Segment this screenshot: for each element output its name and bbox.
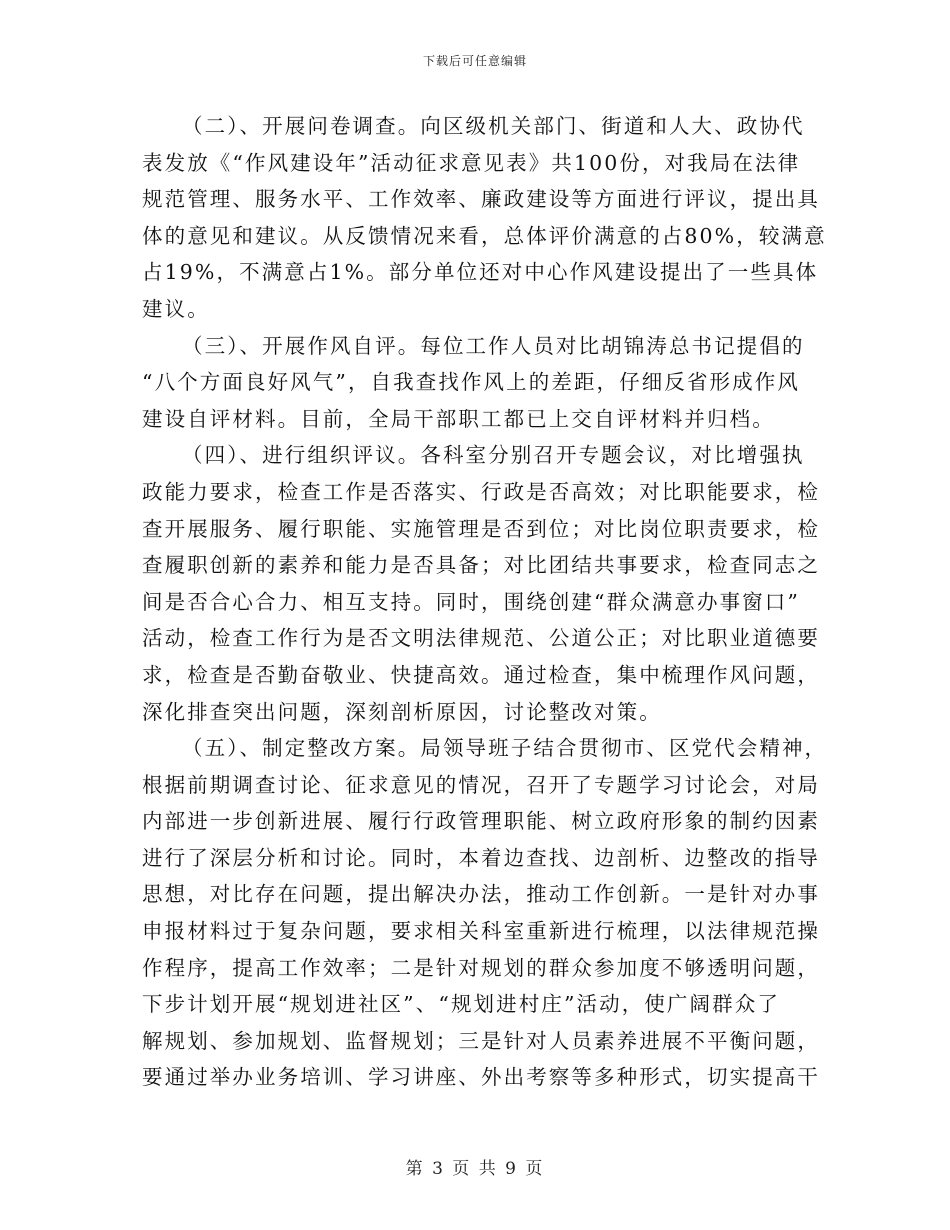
text-line: 建议。 — [142, 296, 210, 321]
text-line: 求，检查是否勤奋敬业、快捷高效。通过检查，集中梳理作风问题， — [142, 662, 820, 687]
text-line: 根据前期调查讨论、征求意见的情况，召开了专题学习讨论会，对局 — [142, 772, 820, 797]
text-line: 解规划、参加规划、监督规划；三是针对人员素养进展不平衡问题， — [142, 1028, 820, 1053]
text-line: 占19%，不满意占1%。部分单位还对中心作风建设提出了一些具体 — [142, 260, 819, 285]
paragraph-first-line: （五）、制定整改方案。局领导班子结合贯彻市、区党代会精神， — [182, 736, 828, 761]
page-footer: 第 3 页 共 9 页 — [405, 1159, 545, 1179]
text-line: “八个方面良好风气”，自我查找作风上的差距，仔细反省形成作风 — [142, 370, 800, 395]
page-header: 下载后可任意编辑 — [422, 54, 527, 68]
text-line: 下步计划开展“规划进社区”、“规划进村庄”活动，使广阔群众了 — [142, 992, 780, 1017]
text-line: 间是否合心合力、相互支持。同时，围绕创建“群众满意办事窗口” — [142, 589, 800, 614]
text-line: 内部进一步创新进展、履行行政管理职能、树立政府形象的制约因素 — [142, 809, 820, 834]
text-line: 深化排查突出问题，深刻剖析原因，讨论整改对策。 — [142, 699, 662, 724]
paragraph-first-line: （三）、开展作风自评。每位工作人员对比胡锦涛总书记提倡的 — [182, 333, 805, 358]
text-line: 作程序，提高工作效率；二是针对规划的群众参加度不够透明问题， — [142, 955, 820, 980]
text-line: 活动，检查工作行为是否文明法律规范、公道公正；对比职业道德要 — [142, 626, 820, 651]
paragraph-first-line: （四）、进行组织评议。各科室分别召开专题会议，对比增强执 — [182, 443, 805, 468]
text-line: 进行了深层分析和讨论。同时，本着边查找、边剖析、边整改的指导 — [142, 845, 820, 870]
text-line: 要通过举办业务培训、学习讲座、外出考察等多种形式，切实提高干 — [142, 1065, 820, 1090]
text-line: 规范管理、服务水平、工作效率、廉政建设等方面进行评议，提出具 — [142, 187, 820, 212]
text-line: 申报材料过于复杂问题，要求相关科室重新进行梳理，以法律规范操 — [142, 919, 820, 944]
text-line: 思想，对比存在问题，提出解决办法，推动工作创新。一是针对办事 — [142, 882, 820, 907]
paragraph-first-line: （二）、开展问卷调查。向区级机关部门、街道和人大、政协代 — [182, 114, 805, 138]
text-line: 查开展服务、履行职能、实施管理是否到位；对比岗位职责要求，检 — [142, 516, 820, 541]
text-line: 政能力要求，检查工作是否落实、行政是否高效；对比职能要求，检 — [142, 479, 820, 504]
text-line: 体的意见和建议。从反馈情况来看，总体评价满意的占80%，较满意 — [142, 223, 827, 248]
text-line: 表发放《“作风建设年”活动征求意见表》共100份，对我局在法律 — [142, 150, 801, 175]
text-line: 查履职创新的素养和能力是否具备；对比团结共事要求，检查同志之 — [142, 553, 820, 578]
text-line: 建设自评材料。目前，全局干部职工都已上交自评材料并归档。 — [142, 406, 775, 431]
document-body — [142, 108, 828, 1096]
